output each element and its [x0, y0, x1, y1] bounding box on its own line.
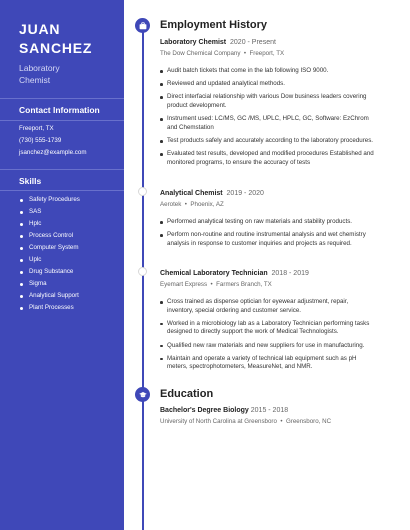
employment-heading: Employment History: [160, 19, 267, 31]
first-name: JUAN: [19, 21, 61, 37]
job-entry: [160, 189, 375, 253]
sidebar-divider: [0, 120, 124, 121]
job-title-line: [160, 189, 375, 199]
degree: Bachelor's Degree Biology: [160, 407, 249, 414]
education-dates: 2015 - 2018: [250, 407, 289, 414]
contact-heading: Contact Information: [19, 105, 100, 115]
job-title-line: [160, 38, 375, 48]
education-heading: Education: [160, 388, 214, 400]
job-bullet: Maintain and operate a variety of technical lab equipment such as pH meters, spectrophotometers, MeasureNet, and NMR.: [160, 355, 375, 372]
contact-phone[interactable]: (730) 555-1739: [19, 137, 62, 144]
job-bullet: Direct interfacial relationship with various Dow business leaders covering product development.: [160, 93, 375, 110]
job-bullet: Cross trained as dispense optician for eyewear adjustment, repair, inventory, special ordering and customer service.: [160, 298, 375, 315]
sidebar: [0, 0, 124, 530]
job-company: The Dow Chemical Company: [160, 50, 241, 57]
job-bullet: Reviewed and updated analytical methods.: [160, 80, 375, 89]
job-bullet: Instrument used: LC/MS, GC /MS, UPLC, HPLC, GC, Software: EzChrom and Chemstation: [160, 115, 375, 132]
education-entry: [160, 406, 375, 426]
job-title-line: [160, 269, 375, 279]
job-meta: Aerotek • Phoenix, AZ: [160, 201, 224, 208]
skill-item: Analytical Support: [19, 290, 80, 302]
job-title: Analytical Chemist: [160, 190, 223, 197]
sidebar-divider: [0, 169, 124, 170]
timeline-line: [142, 26, 144, 530]
skill-item: Hplc: [19, 218, 80, 230]
skill-item: Safety Procedures: [19, 194, 80, 206]
contact-location: Freeport, TX: [19, 125, 54, 132]
job-entry: [160, 38, 375, 172]
graduation-cap-icon: [135, 387, 150, 402]
job-bullets: [160, 67, 375, 167]
contact-email[interactable]: jsanchez@example.com: [19, 149, 87, 156]
candidate-name: [19, 20, 92, 58]
job-bullets: [160, 298, 375, 372]
job-bullet: Evaluated test results, developed and modified procedures Established and monitored programs, to ensure the accuracy of tests: [160, 150, 375, 167]
skill-item: Sigma: [19, 278, 80, 290]
job-dates: 2019 - 2020: [226, 190, 264, 197]
candidate-job-title: [19, 62, 60, 86]
job-bullets: [160, 218, 375, 248]
timeline-dot: [138, 267, 147, 276]
job-title: Laboratory Chemist: [160, 39, 227, 46]
job-bullet: Audit batch tickets that come in the lab following ISO 9000.: [160, 67, 375, 76]
skill-item: Process Control: [19, 230, 80, 242]
job-company: Aerotek: [160, 201, 182, 208]
skill-item: Plant Processes: [19, 302, 80, 314]
education-title-line: [160, 406, 375, 416]
briefcase-icon: [135, 18, 150, 33]
sidebar-divider: [0, 98, 124, 99]
skill-item: SAS: [19, 206, 80, 218]
job-company: Eyemart Express: [160, 281, 208, 288]
job-meta: The Dow Chemical Company • Freeport, TX: [160, 50, 285, 57]
skill-item: Drug Substance: [19, 266, 80, 278]
job-entry: [160, 269, 375, 377]
job-bullet: Test products safely and accurately according to the laboratory procedures.: [160, 137, 375, 146]
skills-heading: Skills: [19, 176, 42, 186]
job-dates: 2020 - Present: [230, 39, 276, 46]
job-dates: 2018 - 2019: [271, 270, 309, 277]
job-bullet: Perform non-routine and routine instrumental analysis and wet chemistry analysis in response to customer inquiries and projects as required.: [160, 231, 375, 248]
sidebar-divider: [0, 190, 124, 191]
job-location: Freeport, TX: [249, 50, 285, 57]
job-title: Chemical Laboratory Technician: [160, 270, 268, 277]
job-location: Farmers Branch, TX: [216, 281, 272, 288]
skill-item: Uplc: [19, 254, 80, 266]
job-bullet: Qualified new raw materials and new suppliers for use in manufacturing.: [160, 342, 375, 351]
job-bullet: Worked in a microbiology lab as a Laboratory Technician performing tasks designed to directly support the work of Medical Technologists.: [160, 320, 375, 337]
job-title-line-1: Laboratory: [19, 63, 60, 73]
job-location: Phoenix, AZ: [190, 201, 224, 208]
job-meta: Eyemart Express • Farmers Branch, TX: [160, 281, 272, 288]
education-meta: University of North Carolina at Greensboro • Greensboro, NC: [160, 418, 332, 425]
skills-list: [19, 194, 80, 314]
job-bullet: Performed analytical testing on raw materials and stability products.: [160, 218, 375, 227]
last-name: SANCHEZ: [19, 40, 93, 56]
school-location: Greensboro, NC: [285, 418, 332, 425]
skill-item: Computer System: [19, 242, 80, 254]
school: University of North Carolina at Greensboro: [160, 418, 277, 425]
timeline-dot: [138, 187, 147, 196]
job-title-line-2: Chemist: [19, 75, 51, 85]
